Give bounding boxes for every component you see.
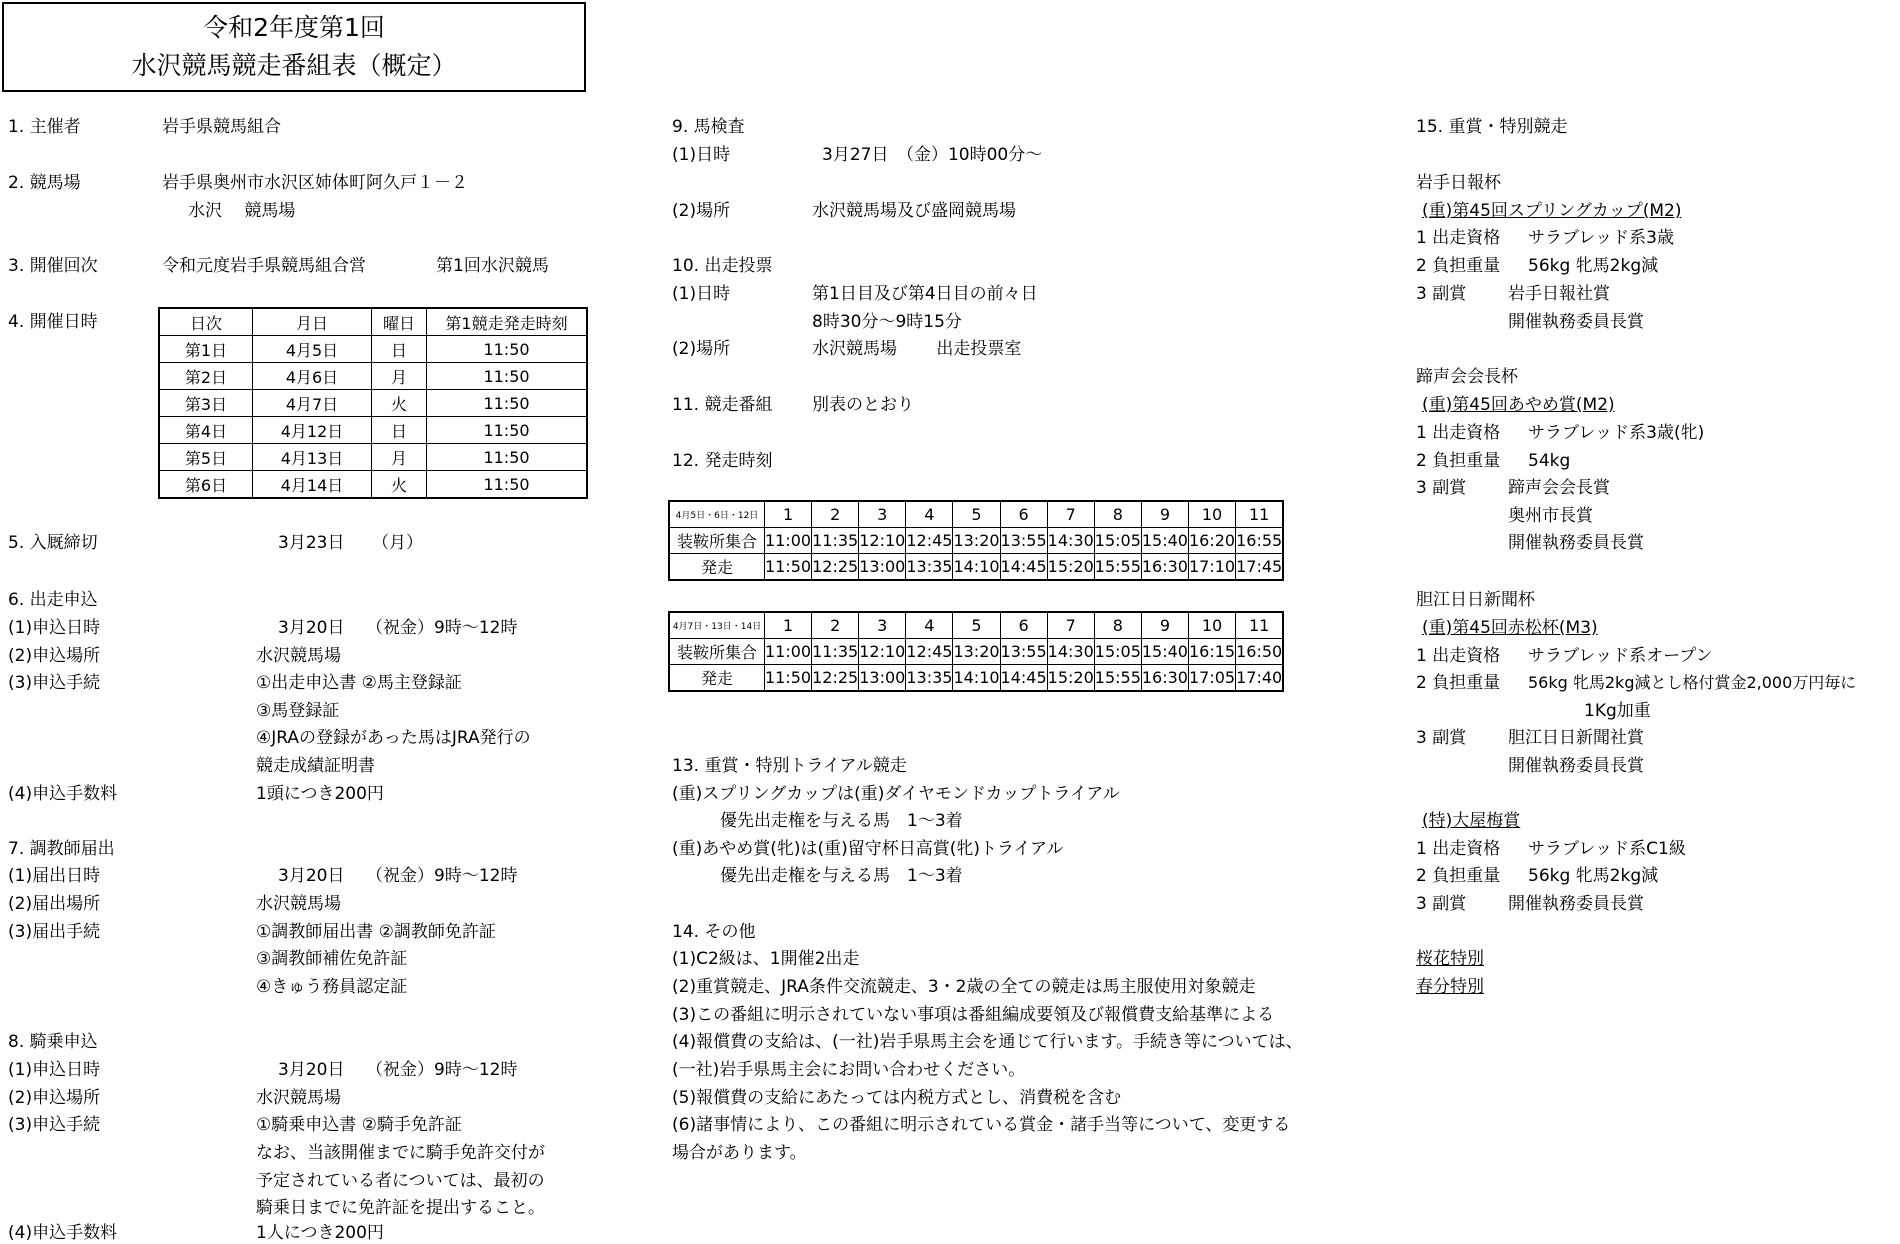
days-cell: 4月7日 (253, 390, 372, 417)
sched-cell: 12:25 (812, 554, 859, 581)
sched-cell: 12:10 (859, 639, 906, 665)
s14-l7: (6)諸事情により、この番組に明示されている賞金・諸手当等について、変更する (672, 1115, 1291, 1135)
sched-cell: 14:45 (1000, 554, 1047, 581)
sched-cell: 9 (1141, 501, 1188, 528)
start-time-table-1 (668, 500, 1284, 581)
sched-cell: 16:15 (1188, 639, 1235, 665)
s14-l5: (一社)岩手県馬主会にお問い合わせください。 (672, 1060, 1026, 1080)
s7-num: 7. 調教師届出 (8, 839, 115, 859)
s2-val2: 水沢 競馬場 (188, 201, 296, 221)
sched-cell: 17:05 (1188, 665, 1235, 692)
s6-r1-label: (1)申込日時 (8, 618, 101, 638)
extra-race-2: 春分特別 (1416, 977, 1484, 997)
title-line2: 水沢競馬競走番組表（概定） (131, 51, 457, 80)
sched-cell: 9 (1141, 612, 1188, 639)
assembly-row (669, 528, 1283, 554)
race1-p1: 岩手日報社賞 (1508, 284, 1610, 304)
s6-r3-l1: ①出走申込書 ②馬主登録証 (256, 673, 462, 693)
sched-cell: 11 (1236, 612, 1284, 639)
sched-cell: 8 (1094, 612, 1141, 639)
start-row (669, 554, 1283, 581)
sched-cell: 11:00 (765, 639, 812, 665)
sched-row-label: 発走 (669, 665, 765, 692)
sched-cell: 15:55 (1094, 554, 1141, 581)
days-cell: 火 (372, 390, 427, 417)
sched-cell: 17:40 (1236, 665, 1284, 692)
s9-r1-val: 3月27日 （金）10時00分～ (822, 145, 1043, 165)
s8-r3-l2: なお、当該開催までに騎手免許交付が (256, 1143, 545, 1163)
race2-p-label: 3 副賞 (1416, 478, 1467, 498)
days-cell: 11:50 (427, 417, 588, 444)
s14-l8: 場合があります。 (672, 1143, 807, 1163)
sched-cell: 15:05 (1094, 528, 1141, 554)
race3-p-label: 3 副賞 (1416, 728, 1467, 748)
race2-w-val: 54kg (1528, 451, 1571, 471)
sched-cell: 8 (1094, 501, 1141, 528)
days-cell: 4月13日 (253, 444, 372, 471)
race2-p1: 蹄声会会長賞 (1508, 478, 1610, 498)
race1-w-val: 56kg 牝馬2kg減 (1528, 256, 1659, 276)
sched-row-label: 4月5日・6日・12日 (669, 501, 765, 528)
sched-row-label: 4月7日・13日・14日 (669, 612, 765, 639)
sched-cell: 12:25 (812, 665, 859, 692)
sched-cell: 14:30 (1047, 528, 1094, 554)
sched-cell: 14:10 (953, 665, 1000, 692)
race4-w-val: 56kg 牝馬2kg減 (1528, 866, 1659, 886)
sched-cell: 11:35 (812, 528, 859, 554)
sched-cell: 11:00 (765, 528, 812, 554)
sched-cell: 3 (859, 612, 906, 639)
table-row (159, 363, 587, 390)
title-line1: 令和2年度第1回 (203, 13, 385, 42)
days-table-header-row (159, 308, 587, 336)
s8-r3-label: (3)申込手続 (8, 1115, 101, 1135)
s7-r1-rest: （祝金）9時～12時 (366, 866, 518, 886)
assembly-row (669, 639, 1283, 665)
s6-r1-rest: （祝金）9時～12時 (366, 618, 518, 638)
sched-cell: 5 (953, 612, 1000, 639)
sched-cell: 14:30 (1047, 639, 1094, 665)
sched-cell: 13:55 (1000, 639, 1047, 665)
s7-r3-l3: ④きゅう務員認定証 (256, 977, 408, 997)
s2-val: 岩手県奥州市水沢区姉体町阿久戸１－２ (162, 173, 468, 193)
sched-cell: 2 (812, 501, 859, 528)
s8-r2-label: (2)申込場所 (8, 1088, 101, 1108)
race-number-row (669, 501, 1283, 528)
race4-q-label: 1 出走資格 (1416, 839, 1501, 859)
s12-num: 12. 発走時刻 (672, 451, 773, 471)
days-cell: 月 (372, 363, 427, 390)
sched-cell: 15:40 (1141, 528, 1188, 554)
s10-r1-val: 第1日目及び第4日目の前々日 (812, 284, 1038, 304)
s7-r1-date: 3月20日 (278, 866, 345, 886)
s5-num: 5. 入厩締切 (8, 533, 98, 553)
sched-cell: 7 (1047, 501, 1094, 528)
race4-p1: 開催執務委員長賞 (1508, 894, 1644, 914)
days-cell: 第5日 (159, 444, 253, 471)
race3-p1: 胆江日日新聞社賞 (1508, 728, 1644, 748)
table-row (159, 390, 587, 417)
s1-val: 岩手県競馬組合 (162, 117, 281, 137)
s13-num: 13. 重賞・特別トライアル競走 (672, 756, 907, 776)
sched-cell: 17:10 (1188, 554, 1235, 581)
days-cell: 第4日 (159, 417, 253, 444)
sched-cell: 13:55 (1000, 528, 1047, 554)
race2-sponsor: 蹄声会会長杯 (1416, 367, 1518, 387)
race2-q-val: サラブレッド系3歳(牝) (1528, 423, 1705, 443)
s10-r1-label: (1)日時 (672, 284, 731, 304)
days-header-day: 日次 (159, 308, 253, 336)
race3-w-label: 2 負担重量 (1416, 673, 1501, 693)
sched-cell: 16:30 (1141, 554, 1188, 581)
days-cell: 火 (372, 471, 427, 499)
sched-cell: 14:10 (953, 554, 1000, 581)
sched-cell: 10 (1188, 612, 1235, 639)
title-box (2, 2, 586, 92)
s1-num: 1. 主催者 (8, 117, 81, 137)
start-row (669, 665, 1283, 692)
sched-cell: 16:20 (1188, 528, 1235, 554)
s7-r3-label: (3)届出手続 (8, 922, 101, 942)
s7-r1-label: (1)届出日時 (8, 866, 101, 886)
s6-r2-label: (2)申込場所 (8, 646, 101, 666)
days-cell: 4月12日 (253, 417, 372, 444)
race2-p3: 開催執務委員長賞 (1508, 533, 1644, 553)
sched-cell: 11:50 (765, 554, 812, 581)
sched-cell: 15:40 (1141, 639, 1188, 665)
s14-l2: (2)重賞競走、JRA条件交流競走、3・2歳の全ての競走は馬主服使用対象競走 (672, 977, 1256, 997)
sched-cell: 6 (1000, 612, 1047, 639)
sched-cell: 15:55 (1094, 665, 1141, 692)
sched-cell: 14:45 (1000, 665, 1047, 692)
race3-name: (重)第45回赤松杯(M3) (1422, 618, 1598, 638)
sched-cell: 1 (765, 501, 812, 528)
days-cell: 4月6日 (253, 363, 372, 390)
s3-val2: 第1回水沢競馬 (436, 256, 549, 276)
days-header-time: 第1競走発走時刻 (427, 308, 588, 336)
s7-r3-l2: ③調教師補佐免許証 (256, 949, 408, 969)
sched-cell: 12:10 (859, 528, 906, 554)
s13-l1: (重)スプリングカップは(重)ダイヤモンドカップトライアル (672, 784, 1120, 804)
s14-l6: (5)報償費の支給にあたっては内税方式とし、消費税を含む (672, 1088, 1122, 1108)
s8-r3-l1: ①騎乗申込書 ②騎手免許証 (256, 1115, 462, 1135)
s10-r2-label: (2)場所 (672, 339, 731, 359)
s8-r3-l4: 騎乗日までに免許証を提出すること。 (256, 1198, 545, 1218)
sched-row-label: 装鞍所集合 (669, 528, 765, 554)
sched-cell: 11:50 (765, 665, 812, 692)
race-number-row (669, 612, 1283, 639)
s3-val: 令和元度岩手県競馬組合営 (162, 256, 366, 276)
race2-name: (重)第45回あやめ賞(M2) (1422, 395, 1615, 415)
sched-cell: 16:50 (1236, 639, 1284, 665)
s6-r3-label: (3)申込手続 (8, 673, 101, 693)
sched-cell: 10 (1188, 501, 1235, 528)
race3-q-val: サラブレッド系オープン (1528, 646, 1713, 666)
s5-date: 3月23日 (278, 533, 345, 553)
s13-l3: (重)あやめ賞(牝)は(重)留守杯日高賞(牝)トライアル (672, 839, 1064, 859)
race3-q-label: 1 出走資格 (1416, 646, 1501, 666)
race3-p2: 開催執務委員長賞 (1508, 756, 1644, 776)
race1-name: (重)第45回スプリングカップ(M2) (1422, 201, 1682, 221)
days-cell: 11:50 (427, 471, 588, 499)
s6-r4-val: 1頭につき200円 (256, 784, 384, 804)
days-header-date: 月日 (253, 308, 372, 336)
s6-num: 6. 出走申込 (8, 590, 98, 610)
s9-r2-label: (2)場所 (672, 201, 731, 221)
days-cell: 日 (372, 417, 427, 444)
s4-num: 4. 開催日時 (8, 312, 98, 332)
days-cell: 第3日 (159, 390, 253, 417)
days-cell: 4月14日 (253, 471, 372, 499)
s10-r2-val: 水沢競馬場 出走投票室 (812, 339, 1022, 359)
sched-cell: 3 (859, 501, 906, 528)
s8-r4-val: 1人につき200円 (256, 1223, 384, 1243)
sched-row-label: 発走 (669, 554, 765, 581)
s14-l4: (4)報償費の支給は、(一社)岩手県馬主会を通じて行います。手続き等については、 (672, 1032, 1303, 1052)
sched-cell: 12:45 (906, 639, 953, 665)
extra-race-1: 桜花特別 (1416, 949, 1484, 969)
days-table (158, 307, 588, 499)
s6-r3-l3: ④JRAの登録があった馬はJRA発行の (256, 728, 531, 748)
days-cell: 11:50 (427, 363, 588, 390)
sched-cell: 16:30 (1141, 665, 1188, 692)
sched-cell: 6 (1000, 501, 1047, 528)
s9-r1-label: (1)日時 (672, 145, 731, 165)
race2-w-label: 2 負担重量 (1416, 451, 1501, 471)
race4-p-label: 3 副賞 (1416, 894, 1467, 914)
sched-cell: 5 (953, 501, 1000, 528)
sched-cell: 2 (812, 612, 859, 639)
s11-val: 別表のとおり (812, 395, 914, 415)
s8-r1-rest: （祝金）9時～12時 (366, 1060, 518, 1080)
s8-r4-label: (4)申込手数料 (8, 1223, 118, 1243)
race3-w-val: 56kg 牝馬2kg減とし格付賞金2,000万円毎に (1528, 673, 1857, 692)
race2-p2: 奥州市長賞 (1508, 506, 1593, 526)
race4-q-val: サラブレッド系C1級 (1528, 839, 1686, 859)
sched-cell: 11:35 (812, 639, 859, 665)
days-cell: 第6日 (159, 471, 253, 499)
start-time-table-2 (668, 611, 1284, 692)
days-cell: 4月5日 (253, 336, 372, 363)
race1-p2: 開催執務委員長賞 (1508, 312, 1644, 332)
race4-w-label: 2 負担重量 (1416, 866, 1501, 886)
sched-cell: 4 (906, 501, 953, 528)
sched-row-label: 装鞍所集合 (669, 639, 765, 665)
s6-r1-date: 3月20日 (278, 618, 345, 638)
table-row (159, 336, 587, 363)
s2-num: 2. 競馬場 (8, 173, 81, 193)
days-cell: 11:50 (427, 390, 588, 417)
days-cell: 11:50 (427, 336, 588, 363)
s6-r3-l4: 競走成績証明書 (256, 756, 375, 776)
s9-num: 9. 馬検査 (672, 117, 745, 137)
s7-r2-val: 水沢競馬場 (256, 894, 341, 914)
race1-q-val: サラブレッド系3歳 (1528, 228, 1674, 248)
table-row (159, 471, 587, 499)
sched-cell: 13:00 (859, 665, 906, 692)
sched-cell: 4 (906, 612, 953, 639)
days-cell: 日 (372, 336, 427, 363)
sched-cell: 7 (1047, 612, 1094, 639)
sched-cell: 17:45 (1236, 554, 1284, 581)
sched-cell: 15:20 (1047, 665, 1094, 692)
s6-r2-val: 水沢競馬場 (256, 646, 341, 666)
s10-r1-val2: 8時30分～9時15分 (812, 312, 962, 332)
s5-dow: （月） (372, 533, 423, 553)
s8-r2-val: 水沢競馬場 (256, 1088, 341, 1108)
sched-cell: 13:20 (953, 528, 1000, 554)
s6-r3-l2: ③馬登録証 (256, 701, 340, 721)
s9-r2-val: 水沢競馬場及び盛岡競馬場 (812, 201, 1016, 221)
s8-num: 8. 騎乗申込 (8, 1032, 98, 1052)
sched-cell: 13:35 (906, 554, 953, 581)
race4-name: (特)大屋梅賞 (1422, 811, 1521, 831)
sched-cell: 11 (1236, 501, 1284, 528)
s8-r1-date: 3月20日 (278, 1060, 345, 1080)
sched-cell: 13:35 (906, 665, 953, 692)
days-cell: 第2日 (159, 363, 253, 390)
s14-l1: (1)C2級は、1開催2出走 (672, 949, 860, 969)
race3-w-val2: 1Kg加重 (1584, 701, 1651, 721)
table-row (159, 417, 587, 444)
sched-cell: 1 (765, 612, 812, 639)
s8-r1-label: (1)申込日時 (8, 1060, 101, 1080)
s6-r4-label: (4)申込手数料 (8, 784, 118, 804)
s15-num: 15. 重賞・特別競走 (1416, 117, 1568, 137)
s13-l4: 優先出走権を与える馬 1～3着 (720, 866, 963, 886)
s14-l3: (3)この番組に明示されていない事項は番組編成要領及び報償費支給基準による (672, 1005, 1275, 1025)
race1-sponsor: 岩手日報杯 (1416, 173, 1501, 193)
s13-l2: 優先出走権を与える馬 1～3着 (720, 811, 963, 831)
race3-sponsor: 胆江日日新聞杯 (1416, 590, 1535, 610)
s3-num: 3. 開催回次 (8, 256, 98, 276)
days-cell: 11:50 (427, 444, 588, 471)
s8-r3-l3: 予定されている者については、最初の (256, 1171, 545, 1191)
s10-num: 10. 出走投票 (672, 256, 773, 276)
sched-cell: 15:20 (1047, 554, 1094, 581)
days-cell: 第1日 (159, 336, 253, 363)
sched-cell: 13:00 (859, 554, 906, 581)
race1-p-label: 3 副賞 (1416, 284, 1467, 304)
table-row (159, 444, 587, 471)
days-header-dow: 曜日 (372, 308, 427, 336)
race2-q-label: 1 出走資格 (1416, 423, 1501, 443)
sched-cell: 16:55 (1236, 528, 1284, 554)
race1-w-label: 2 負担重量 (1416, 256, 1501, 276)
s14-num: 14. その他 (672, 922, 756, 942)
sched-cell: 13:20 (953, 639, 1000, 665)
s11-num: 11. 競走番組 (672, 395, 773, 415)
sched-cell: 12:45 (906, 528, 953, 554)
s7-r2-label: (2)届出場所 (8, 894, 101, 914)
days-cell: 月 (372, 444, 427, 471)
s7-r3-l1: ①調教師届出書 ②調教師免許証 (256, 922, 496, 942)
sched-cell: 15:05 (1094, 639, 1141, 665)
race1-q-label: 1 出走資格 (1416, 228, 1501, 248)
